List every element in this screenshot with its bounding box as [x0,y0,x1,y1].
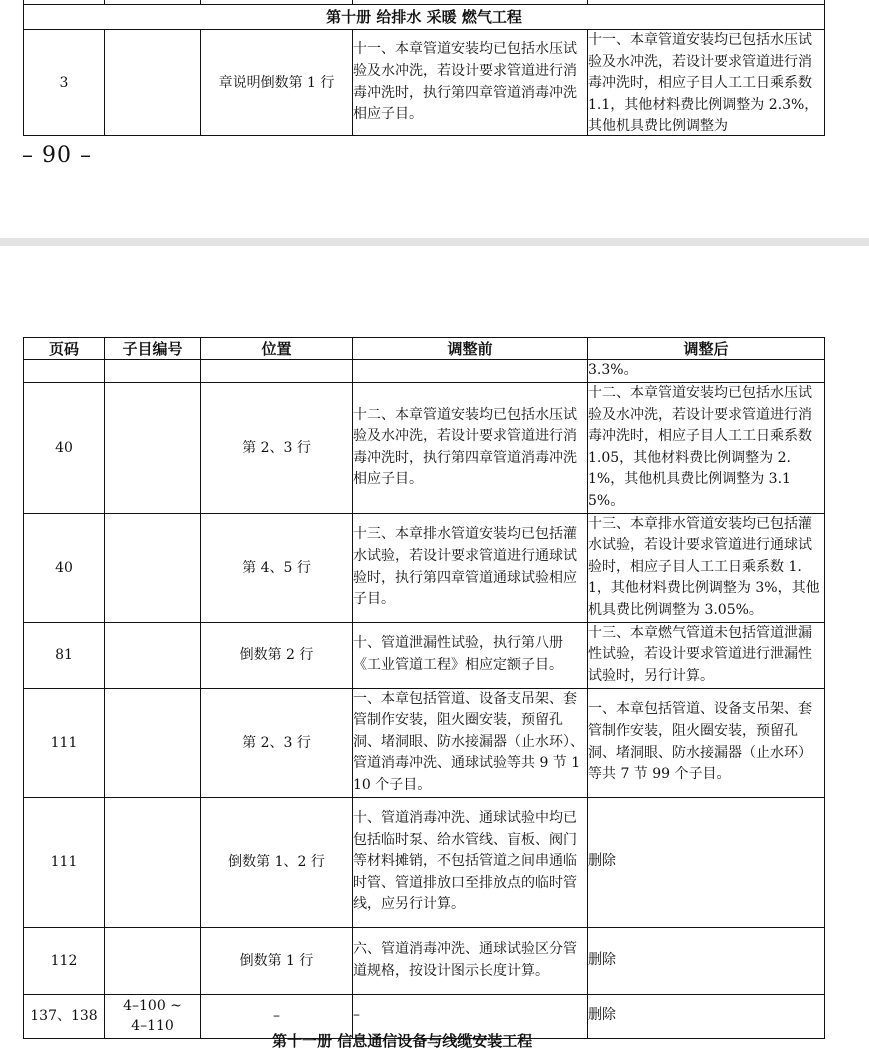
cell-position: 倒数第 2 行 [201,622,353,688]
cell-position: 倒数第 1 行 [201,927,353,994]
header-after: 调整后 [588,338,825,360]
cell-page: 111 [24,688,105,797]
cell-item [105,927,201,994]
cell-page: 112 [24,927,105,994]
header-row [24,338,825,360]
top-table [23,0,825,136]
errata-table [23,337,825,1039]
header-item: 子目编号 [105,338,201,360]
table-row [24,30,825,136]
cell-item [105,622,201,688]
cell-page: 137、138 [24,994,105,1038]
table-row [24,383,825,514]
cell-page: 40 [24,513,105,622]
page-separator [0,238,869,246]
cell-after: 一、本章包括管道、设备支吊架、套管制作安装，阻火圈安装，预留孔洞、堵洞眼、防水接漏器（止水环）等共 7 节 99 个子目。 [588,688,825,797]
cell-item [105,513,201,622]
cell-before: 十、管道消毒冲洗、通球试验中均已包括临时泵、给水管线、盲板、阀门等材料摊销，不包括管道之间串通临时管、管道排放口至排放点的临时管线，应另行计算。 [353,797,588,927]
cell-position: 第 2、3 行 [201,383,353,514]
cell-before: 一、本章包括管道、设备支吊架、套管制作安装，阻火圈安装，预留孔洞、堵洞眼、防水接漏器（止水环）、管道消毒冲洗、通球试验等共 9 节 110 个子目。 [353,688,588,797]
cell-page: 111 [24,797,105,927]
current-page [0,246,869,1042]
cell-page: 3 [24,30,105,136]
cell-before: 六、管道消毒冲洗、通球试验区分管道规格，按设计图示长度计算。 [353,927,588,994]
cell-before: 十三、本章排水管道安装均已包括灌水试验，若设计要求管道进行通球试验时，执行第四章管道通球试验相应子目。 [353,513,588,622]
page-number: – 90 – [22,143,92,168]
cell-page: 81 [24,622,105,688]
section-title-row [24,5,825,30]
section-title: 第十册 给排水 采暖 燃气工程 [24,5,825,30]
cell-after: 删除 [588,927,825,994]
table-row [24,688,825,797]
cell-item [105,688,201,797]
header-page: 页码 [24,338,105,360]
cell-after: 十三、本章燃气管道未包括管道泄漏性试验，若设计要求管道进行泄漏性试验时，另行计算。 [588,622,825,688]
header-before: 调整前 [353,338,588,360]
cell-after: 3.3%。 [588,360,825,383]
cell-page [24,360,105,383]
cell-after: 十二、本章管道安装均已包括水压试验及水冲洗，若设计要求管道进行消毒冲洗时，相应子目人工工日乘系数 1.05，其他材料费比例调整为 2.1%，其他机具费比例调整为 3.15%。 [588,383,825,514]
cell-page: 40 [24,383,105,514]
cell-before: – [353,994,588,1038]
cell-before: 十一、本章管道安装均已包括水压试验及水冲洗，若设计要求管道进行消毒冲洗时，执行第四章管道消毒冲洗相应子目。 [353,30,588,136]
cell-item: 4–100 ~ 4–110 [105,994,201,1038]
table-row [24,360,825,383]
cell-position: 第 4、5 行 [201,513,353,622]
cell-after: 十三、本章排水管道安装均已包括灌水试验，若设计要求管道进行通球试验时，相应子目人工工日乘系数 1.1，其他材料费比例调整为 3%，其他机具费比例调整为 3.05%。 [588,513,825,622]
cell-position [201,360,353,383]
cell-after [588,30,825,136]
cell-after: 删除 [588,994,825,1038]
cell-position: 章说明倒数第 1 行 [201,30,353,136]
cell-position: 倒数第 1、2 行 [201,797,353,927]
table-row [24,797,825,927]
cell-after: 删除 [588,797,825,927]
cell-before: 十二、本章管道安装均已包括水压试验及水冲洗，若设计要求管道进行消毒冲洗时，执行第四章管道消毒冲洗相应子目。 [353,383,588,514]
table-row [24,513,825,622]
cell-item [105,360,201,383]
cell-position: – [201,994,353,1038]
cell-item [105,797,201,927]
cell-position: 第 2、3 行 [201,688,353,797]
cell-before: 十、管道泄漏性试验，执行第八册《工业管道工程》相应定额子目。 [353,622,588,688]
cell-item [105,383,201,514]
header-position: 位置 [201,338,353,360]
cell-before [353,360,588,383]
table-row [24,927,825,994]
table-row [24,622,825,688]
next-section-title-cut: 第十一册 信息通信设备与线缆安装工程 [272,1032,533,1050]
cell-after-text: 十一、本章管道安装均已包括水压试验及水冲洗，若设计要求管道进行消毒冲洗时，相应子目人工工日乘系数 1.1，其他材料费比例调整为 2.3%，其他机具费比例调整为 [588,32,819,134]
previous-page [0,0,869,238]
cell-item [105,30,201,136]
